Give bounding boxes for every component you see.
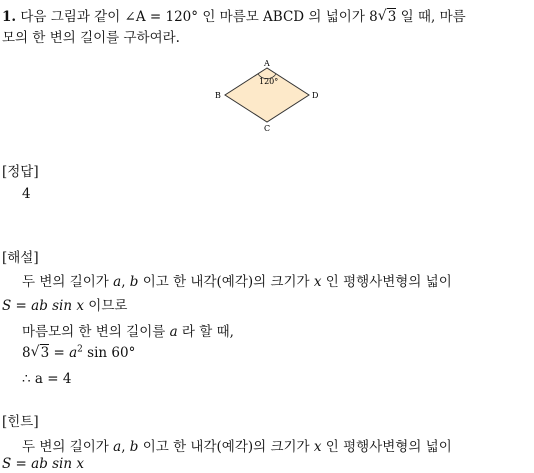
answer-header: [정답]: [2, 164, 39, 180]
hint-line-1: 두 변의 길이가 a, b 이고 한 내각(예각)의 크기가 x 인 평행사변형의 넓이: [22, 439, 452, 455]
explanation-line-1: 두 변의 길이가 a, b 이고 한 내각(예각)의 크기가 x 인 평행사변형의 넓이: [22, 274, 452, 290]
problem-text-end: 일 때, 마름: [396, 9, 466, 25]
explanation-line-2: S = ab sin x 이므로: [2, 298, 128, 314]
area-formula: S = ab sin x: [2, 298, 84, 314]
vertex-b-label: B: [215, 91, 221, 100]
rhombus-figure: [212, 56, 324, 134]
answer-value: 4: [22, 186, 31, 202]
sqrt-expression: √ 3: [378, 9, 397, 25]
problem-text: 다음 그림과 같이 ∠A = 120° 인 마름모 ABCD 의 넓이가 8: [20, 9, 378, 25]
explanation-line-3: 마름모의 한 변의 길이를 a 라 할 때,: [22, 324, 234, 340]
explanation-therefore: ∴ a = 4: [22, 371, 72, 387]
explanation-equation: 8√ $3 = a^2$ sin 60°: [22, 345, 135, 361]
vertex-d-label: D: [312, 91, 319, 100]
vertex-c-label: C: [264, 124, 271, 133]
problem-statement-line-2: 모의 한 변의 길이를 구하여라.: [2, 30, 180, 46]
problem-number: 1.: [2, 9, 17, 25]
hint-formula: S = ab sin x: [2, 456, 84, 472]
angle-label: 120°: [259, 77, 279, 86]
explanation-header: [해설]: [2, 250, 39, 266]
vertex-a-label: A: [264, 59, 270, 68]
problem-statement-line-1: [2, 5, 466, 25]
hint-header: [힌트]: [2, 414, 39, 430]
